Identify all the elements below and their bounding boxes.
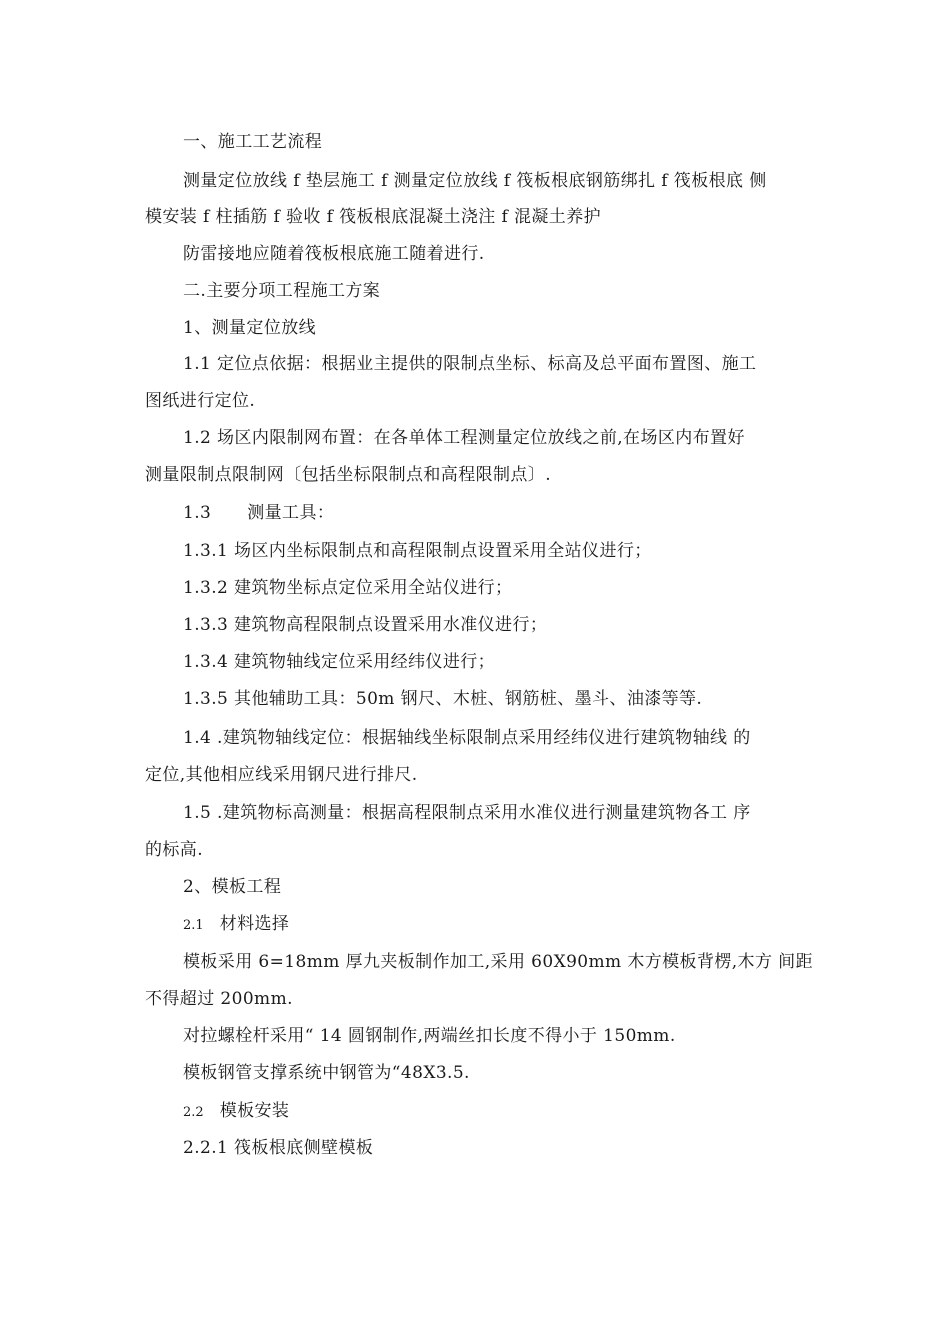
paragraph-1-5-line-2: 的标高. (145, 840, 204, 860)
item-1-3-2: 1.3.2 建筑物坐标点定位采用全站仪进行； (183, 578, 513, 598)
heading-1-3 (183, 502, 853, 524)
heading-2-2 (183, 1100, 853, 1124)
section-title: 模板安装 (219, 1101, 290, 1121)
paragraph-steel-pipe: 模板钢管支撑系统中钢管为“48X3.5. (183, 1063, 470, 1083)
paragraph-1-1-line-2: 图纸进行定位. (145, 391, 256, 411)
heading-main-construction-plan: 二.主要分项工程施工方案 (183, 281, 381, 301)
paragraph-formwork-material-line-2: 不得超过 200mm. (145, 989, 293, 1009)
heading-survey-layout: 1、测量定位放线 (183, 318, 317, 338)
paragraph-1-5-line-1: 1.5 .建筑物标高测量：根据高程限制点采用水准仪进行测量建筑物各工 序 (183, 803, 751, 823)
section-title: 材料选择 (219, 914, 290, 934)
process-flow-line-1: 测量定位放线 f 垫层施工 f 测量定位放线 f 筏板根底钢筋绑扎 f 筏板根底 侧 (183, 171, 767, 191)
heading-construction-process: 一、施工工艺流程 (183, 132, 323, 152)
heading-2-2-1: 2.2.1 筏板根底侧壁模板 (183, 1138, 374, 1158)
paragraph-tie-bolt: 对拉螺栓杆采用“ 14 圆钢制作,两端丝扣长度不得小于 150mm. (183, 1026, 676, 1046)
item-1-3-5: 1.3.5 其他辅助工具：50m 钢尺、木桩、钢筋桩、墨斗、油漆等等. (183, 689, 703, 709)
item-1-3-1: 1.3.1 场区内坐标限制点和高程限制点设置采用全站仪进行； (183, 541, 652, 561)
heading-formwork: 2、模板工程 (183, 877, 282, 897)
section-title: 测量工具： (247, 503, 335, 523)
paragraph-formwork-material-line-1: 模板采用 6=18mm 厚九夹板制作加工,采用 60X90mm 木方模板背楞,木方 间距 (183, 952, 813, 972)
lightning-grounding-note: 防雷接地应随着筏板根底施工随着进行. (183, 244, 485, 264)
paragraph-1-2-line-1: 1.2 场区内限制网布置：在各单体工程测量定位放线之前,在场区内布置好 (183, 428, 745, 448)
heading-2-1 (183, 913, 853, 937)
section-number: 1.3 (183, 503, 212, 523)
paragraph-1-1-line-1: 1.1 定位点依据：根据业主提供的限制点坐标、标高及总平面布置图、施工 (183, 354, 757, 374)
item-1-3-3: 1.3.3 建筑物高程限制点设置采用水准仪进行； (183, 615, 548, 635)
paragraph-1-4-line-1: 1.4 .建筑物轴线定位：根据轴线坐标限制点采用经纬仪进行建筑物轴线 的 (183, 728, 751, 748)
section-number: 2.1 (183, 918, 204, 933)
process-flow-line-2: 模安装 f 柱插筋 f 验收 f 筏板根底混凝土浇注 f 混凝土养护 (145, 207, 601, 227)
paragraph-1-2-line-2: 测量限制点限制网〔包括坐标限制点和高程限制点〕. (145, 465, 552, 485)
item-1-3-4: 1.3.4 建筑物轴线定位采用经纬仪进行； (183, 652, 496, 672)
section-number: 2.2 (183, 1105, 204, 1120)
paragraph-1-4-line-2: 定位,其他相应线采用钢尺进行排尺. (145, 765, 418, 785)
